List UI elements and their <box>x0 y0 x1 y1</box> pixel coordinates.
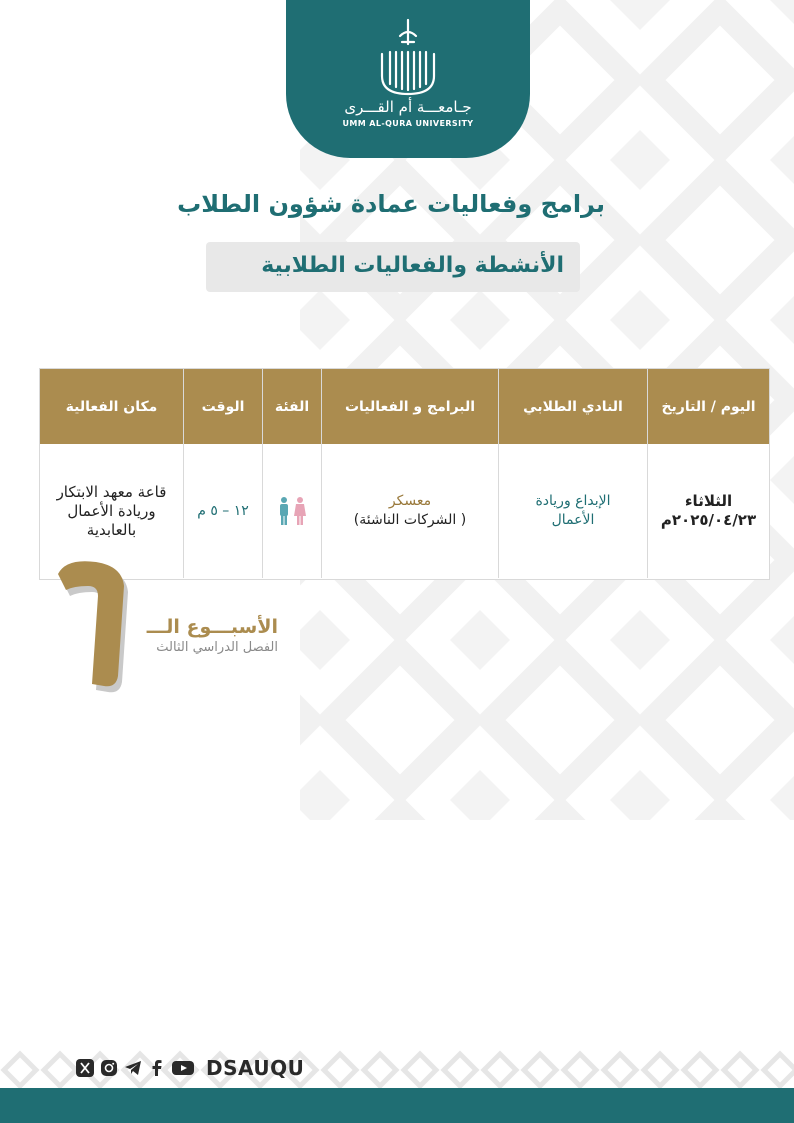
header-date: اليوم / التاريخ <box>647 369 769 444</box>
cell-date <box>647 444 769 578</box>
program-title: معسكر <box>388 493 432 509</box>
page-title: برامج وفعاليات عمادة شؤون الطلاب <box>177 190 605 218</box>
university-logo-badge <box>286 0 530 158</box>
x-icon[interactable] <box>76 1059 94 1077</box>
social-handle[interactable]: DSAUQU <box>206 1056 305 1080</box>
cell-club <box>498 444 647 578</box>
program-subtitle: ( الشركات الناشئة) <box>353 512 467 528</box>
week-number: ٦ <box>44 556 45 557</box>
male-icon <box>280 497 288 525</box>
footer-bar <box>0 1088 794 1123</box>
header-place: مكان الفعالية <box>40 369 183 444</box>
facebook-icon[interactable] <box>148 1059 166 1077</box>
youtube-icon[interactable] <box>172 1059 194 1077</box>
cell-program <box>321 444 498 578</box>
event-place: قاعة معهد الابتكار وريادة الأعمال بالعابدية <box>56 482 167 539</box>
cell-time <box>183 444 262 578</box>
header-program: البرامج و الفعاليات <box>321 369 498 444</box>
header-time: الوقت <box>183 369 262 444</box>
instagram-icon[interactable] <box>100 1059 118 1077</box>
header-club: النادي الطلابي <box>498 369 647 444</box>
cell-category <box>262 444 321 578</box>
university-emblem-icon <box>376 14 440 98</box>
week-title: الأسبـــوع الـــ <box>146 616 278 638</box>
events-table <box>39 368 770 580</box>
university-name-english: UMM AL-QURA UNIVERSITY <box>342 119 474 128</box>
social-links <box>76 1056 304 1080</box>
header-category: الفئة <box>262 369 321 444</box>
telegram-icon[interactable] <box>124 1059 142 1077</box>
female-icon <box>294 497 306 525</box>
club-name: الإبداع وريادة الأعمال <box>535 493 611 528</box>
subtitle-text: الأنشطة والفعاليات الطلابية <box>261 253 564 278</box>
term-label: الفصل الدراسي الثالث <box>156 640 278 655</box>
event-day: الثلاثاء <box>684 492 733 510</box>
audience-icons <box>276 496 308 526</box>
university-name-arabic: جـامعـــة أم القـــرى <box>344 98 472 116</box>
subtitle-banner <box>206 242 580 292</box>
event-date: ٢٠٢٥/٠٤/٢٣م <box>660 511 757 529</box>
event-time: ١٢ – ٥ م <box>197 502 249 519</box>
week-number-graphic <box>44 556 128 696</box>
